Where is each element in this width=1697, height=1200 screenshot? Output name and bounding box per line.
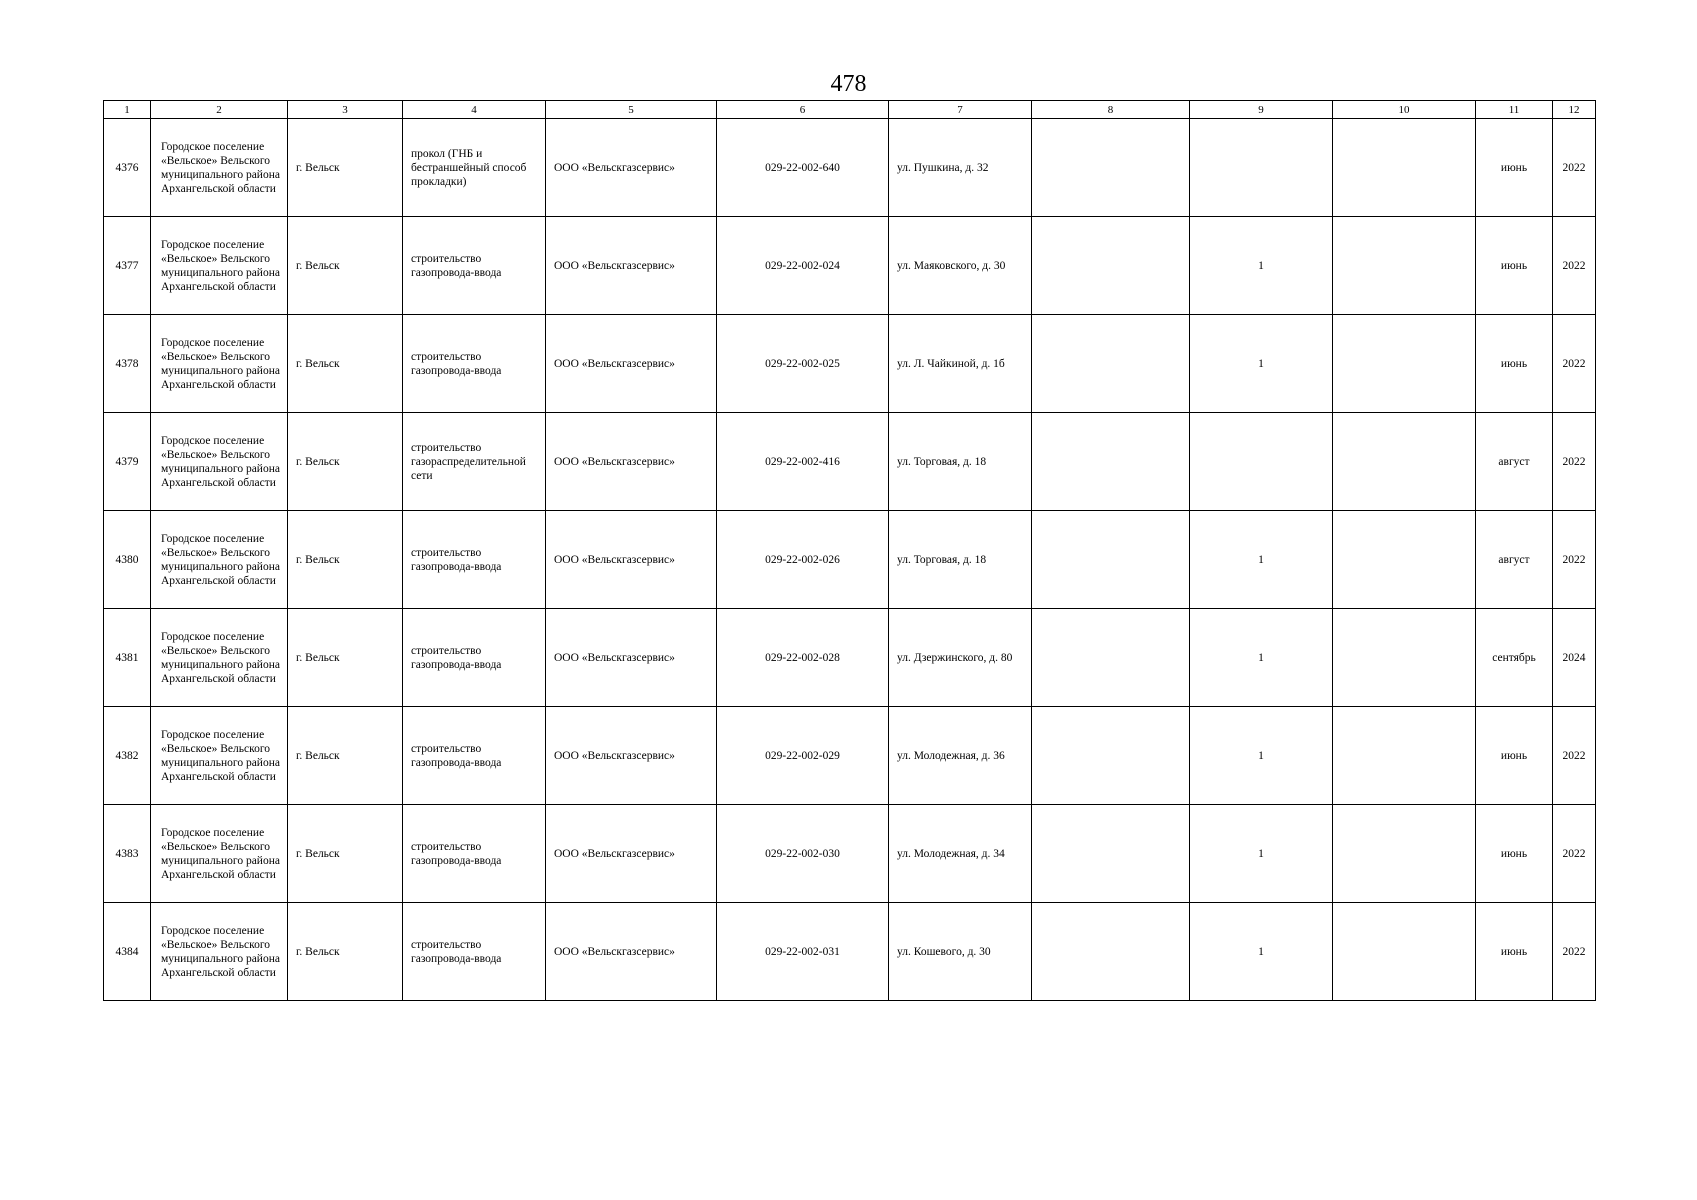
work-type-cell: строительство газопровода-ввода — [403, 315, 546, 413]
col10-cell — [1333, 609, 1476, 707]
row-number-cell: 4384 — [104, 903, 151, 1001]
year-cell: 2024 — [1553, 609, 1596, 707]
code-cell: 029-22-002-025 — [717, 315, 889, 413]
column-number: 4 — [403, 101, 546, 119]
col9-cell: 1 — [1190, 315, 1333, 413]
column-number: 8 — [1032, 101, 1190, 119]
locality-cell: г. Вельск — [288, 217, 403, 315]
code-cell: 029-22-002-640 — [717, 119, 889, 217]
settlement-cell: Городское поселение «Вельское» Вельского муниципального района Архангельской области — [151, 707, 288, 805]
organization-cell: ООО «Вельскгазсервис» — [546, 119, 717, 217]
month-cell: июнь — [1476, 805, 1553, 903]
col8-cell — [1032, 805, 1190, 903]
column-number: 6 — [717, 101, 889, 119]
organization-cell: ООО «Вельскгазсервис» — [546, 413, 717, 511]
col8-cell — [1032, 609, 1190, 707]
work-type-cell: строительство газопровода-ввода — [403, 609, 546, 707]
settlement-cell: Городское поселение «Вельское» Вельского муниципального района Архангельской области — [151, 805, 288, 903]
col8-cell — [1032, 217, 1190, 315]
year-cell: 2022 — [1553, 119, 1596, 217]
col8-cell — [1032, 119, 1190, 217]
col9-cell — [1190, 119, 1333, 217]
code-cell: 029-22-002-416 — [717, 413, 889, 511]
settlement-cell: Городское поселение «Вельское» Вельского муниципального района Архангельской области — [151, 511, 288, 609]
settlement-cell: Городское поселение «Вельское» Вельского муниципального района Архангельской области — [151, 119, 288, 217]
year-cell: 2022 — [1553, 903, 1596, 1001]
work-type-cell: прокол (ГНБ и бестраншейный способ прокладки) — [403, 119, 546, 217]
organization-cell: ООО «Вельскгазсервис» — [546, 217, 717, 315]
month-cell: июнь — [1476, 707, 1553, 805]
settlement-cell: Городское поселение «Вельское» Вельского муниципального района Архангельской области — [151, 609, 288, 707]
column-number: 1 — [104, 101, 151, 119]
address-cell: ул. Кошевого, д. 30 — [889, 903, 1032, 1001]
organization-cell: ООО «Вельскгазсервис» — [546, 315, 717, 413]
col9-cell: 1 — [1190, 707, 1333, 805]
month-cell: июнь — [1476, 315, 1553, 413]
month-cell: июнь — [1476, 119, 1553, 217]
col10-cell — [1333, 413, 1476, 511]
year-cell: 2022 — [1553, 511, 1596, 609]
work-type-cell: строительство газораспределительной сети — [403, 413, 546, 511]
year-cell: 2022 — [1553, 315, 1596, 413]
row-number-cell: 4376 — [104, 119, 151, 217]
locality-cell: г. Вельск — [288, 805, 403, 903]
col10-cell — [1333, 217, 1476, 315]
col9-cell: 1 — [1190, 511, 1333, 609]
month-cell: июнь — [1476, 903, 1553, 1001]
row-number-cell: 4383 — [104, 805, 151, 903]
table-row — [104, 609, 1596, 707]
locality-cell: г. Вельск — [288, 707, 403, 805]
work-type-cell: строительство газопровода-ввода — [403, 511, 546, 609]
code-cell: 029-22-002-030 — [717, 805, 889, 903]
code-cell: 029-22-002-028 — [717, 609, 889, 707]
year-cell: 2022 — [1553, 707, 1596, 805]
table-row — [104, 413, 1596, 511]
col8-cell — [1032, 903, 1190, 1001]
address-cell: ул. Торговая, д. 18 — [889, 413, 1032, 511]
column-number-row — [104, 101, 1596, 119]
code-cell: 029-22-002-031 — [717, 903, 889, 1001]
col8-cell — [1032, 315, 1190, 413]
col9-cell: 1 — [1190, 805, 1333, 903]
column-number: 3 — [288, 101, 403, 119]
table-row — [104, 903, 1596, 1001]
code-cell: 029-22-002-024 — [717, 217, 889, 315]
locality-cell: г. Вельск — [288, 413, 403, 511]
locality-cell: г. Вельск — [288, 119, 403, 217]
organization-cell: ООО «Вельскгазсервис» — [546, 903, 717, 1001]
month-cell: июнь — [1476, 217, 1553, 315]
organization-cell: ООО «Вельскгазсервис» — [546, 707, 717, 805]
work-type-cell: строительство газопровода-ввода — [403, 805, 546, 903]
col10-cell — [1333, 805, 1476, 903]
col10-cell — [1333, 315, 1476, 413]
organization-cell: ООО «Вельскгазсервис» — [546, 805, 717, 903]
settlement-cell: Городское поселение «Вельское» Вельского муниципального района Архангельской области — [151, 315, 288, 413]
settlement-cell: Городское поселение «Вельское» Вельского муниципального района Архангельской области — [151, 413, 288, 511]
table-row — [104, 119, 1596, 217]
column-number: 9 — [1190, 101, 1333, 119]
address-cell: ул. Торговая, д. 18 — [889, 511, 1032, 609]
table-row — [104, 805, 1596, 903]
table-row — [104, 217, 1596, 315]
locality-cell: г. Вельск — [288, 315, 403, 413]
col9-cell: 1 — [1190, 609, 1333, 707]
col10-cell — [1333, 511, 1476, 609]
col9-cell — [1190, 413, 1333, 511]
col10-cell — [1333, 119, 1476, 217]
col10-cell — [1333, 903, 1476, 1001]
work-type-cell: строительство газопровода-ввода — [403, 903, 546, 1001]
code-cell: 029-22-002-029 — [717, 707, 889, 805]
locality-cell: г. Вельск — [288, 511, 403, 609]
work-type-cell: строительство газопровода-ввода — [403, 217, 546, 315]
row-number-cell: 4379 — [104, 413, 151, 511]
column-number: 12 — [1553, 101, 1596, 119]
locality-cell: г. Вельск — [288, 903, 403, 1001]
col8-cell — [1032, 511, 1190, 609]
year-cell: 2022 — [1553, 217, 1596, 315]
address-cell: ул. Дзержинского, д. 80 — [889, 609, 1032, 707]
year-cell: 2022 — [1553, 413, 1596, 511]
col9-cell: 1 — [1190, 903, 1333, 1001]
registry-table — [103, 100, 1596, 1001]
address-cell: ул. Пушкина, д. 32 — [889, 119, 1032, 217]
column-number: 2 — [151, 101, 288, 119]
work-type-cell: строительство газопровода-ввода — [403, 707, 546, 805]
address-cell: ул. Молодежная, д. 34 — [889, 805, 1032, 903]
table-body — [104, 119, 1596, 1001]
column-number: 7 — [889, 101, 1032, 119]
organization-cell: ООО «Вельскгазсервис» — [546, 511, 717, 609]
col8-cell — [1032, 707, 1190, 805]
settlement-cell: Городское поселение «Вельское» Вельского муниципального района Архангельской области — [151, 217, 288, 315]
code-cell: 029-22-002-026 — [717, 511, 889, 609]
settlement-cell: Городское поселение «Вельское» Вельского муниципального района Архангельской области — [151, 903, 288, 1001]
row-number-cell: 4380 — [104, 511, 151, 609]
table-row — [104, 315, 1596, 413]
organization-cell: ООО «Вельскгазсервис» — [546, 609, 717, 707]
row-number-cell: 4381 — [104, 609, 151, 707]
row-number-cell: 4378 — [104, 315, 151, 413]
month-cell: август — [1476, 413, 1553, 511]
col8-cell — [1032, 413, 1190, 511]
address-cell: ул. Маяковского, д. 30 — [889, 217, 1032, 315]
row-number-cell: 4382 — [104, 707, 151, 805]
table-row — [104, 511, 1596, 609]
row-number-cell: 4377 — [104, 217, 151, 315]
col10-cell — [1333, 707, 1476, 805]
month-cell: август — [1476, 511, 1553, 609]
column-number: 10 — [1333, 101, 1476, 119]
address-cell: ул. Л. Чайкиной, д. 1б — [889, 315, 1032, 413]
locality-cell: г. Вельск — [288, 609, 403, 707]
column-number: 11 — [1476, 101, 1553, 119]
address-cell: ул. Молодежная, д. 36 — [889, 707, 1032, 805]
month-cell: сентябрь — [1476, 609, 1553, 707]
page-number: 478 — [830, 71, 867, 97]
col9-cell: 1 — [1190, 217, 1333, 315]
column-number: 5 — [546, 101, 717, 119]
table-header — [104, 101, 1596, 119]
year-cell: 2022 — [1553, 805, 1596, 903]
table-row — [104, 707, 1596, 805]
